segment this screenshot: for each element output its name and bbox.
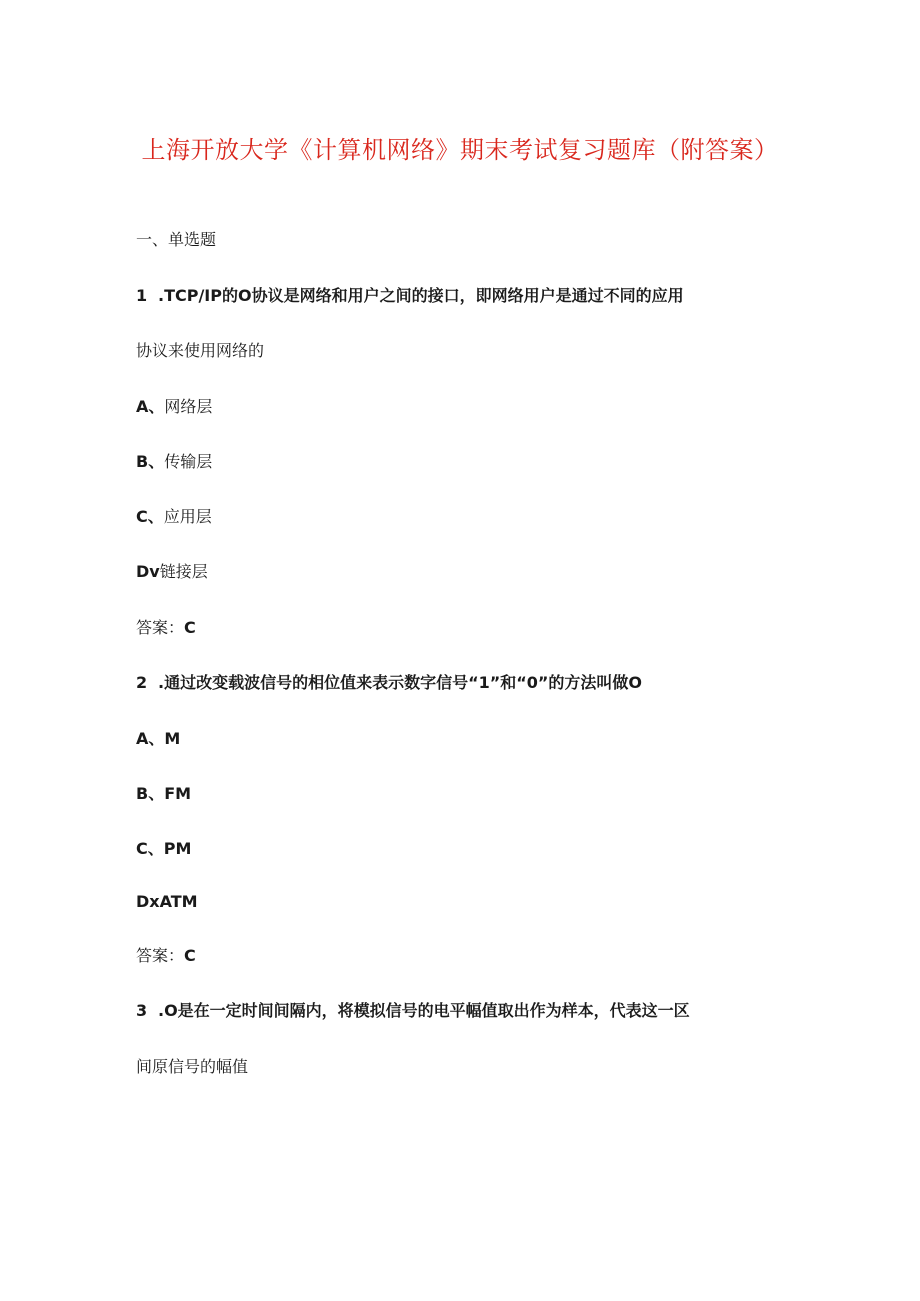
option-c — [136, 837, 191, 861]
option-letter: B、 — [136, 784, 165, 803]
question-text: .TCP/IP的O协议是网络和用户之间的接口，即网络用户是通过不同的应用 — [158, 286, 684, 305]
option-c — [136, 505, 212, 529]
option-letter: B、 — [136, 452, 165, 471]
answer-value: C — [184, 618, 196, 637]
question-3-stem — [136, 999, 690, 1023]
option-letter: Dx — [136, 892, 160, 911]
option-text: 网络层 — [164, 397, 213, 416]
option-text: 链接层 — [159, 562, 208, 581]
option-letter: C、 — [136, 839, 164, 858]
option-letter: A、 — [136, 397, 165, 416]
question-1-stem-continued: 协议来使用网络的 — [136, 341, 265, 360]
option-letter: C、 — [136, 507, 164, 526]
question-number: 3 — [136, 1001, 148, 1020]
option-text: 应用层 — [163, 507, 212, 526]
question-text: .O是在一定时间间隔内，将模拟信号的电平幅值取出作为样本，代表这一区 — [158, 1001, 690, 1020]
answer-label: 答案： — [136, 618, 185, 637]
document-title: 上海开放大学《计算机网络》期末考试复习题库（附答案） — [141, 136, 779, 164]
option-text: FM — [164, 784, 192, 803]
option-text: PM — [163, 839, 192, 858]
option-letter: Dv — [136, 562, 160, 581]
option-letter: A、 — [136, 729, 165, 748]
question-text: .通过改变载波信号的相位值来表示数字信号“1”和“0”的方法叫做O — [158, 673, 643, 692]
answer-1 — [136, 616, 196, 640]
option-text: 传输层 — [164, 452, 213, 471]
question-number: 2 — [136, 673, 148, 692]
question-number: 1 — [136, 286, 148, 305]
option-b — [136, 450, 212, 474]
option-text: M — [164, 729, 181, 748]
option-b — [136, 782, 191, 806]
answer-label: 答案： — [136, 946, 185, 965]
option-a — [136, 727, 180, 751]
question-1-stem — [136, 284, 684, 308]
question-3-stem-continued: 间原信号的幅值 — [136, 1057, 249, 1076]
answer-value: C — [184, 946, 196, 965]
answer-2 — [136, 944, 196, 968]
question-2-stem — [136, 671, 642, 695]
section-heading: 一、单选题 — [136, 230, 217, 249]
option-d — [136, 560, 208, 584]
option-text: ATM — [159, 892, 198, 911]
option-a — [136, 395, 212, 419]
option-d — [136, 890, 198, 914]
